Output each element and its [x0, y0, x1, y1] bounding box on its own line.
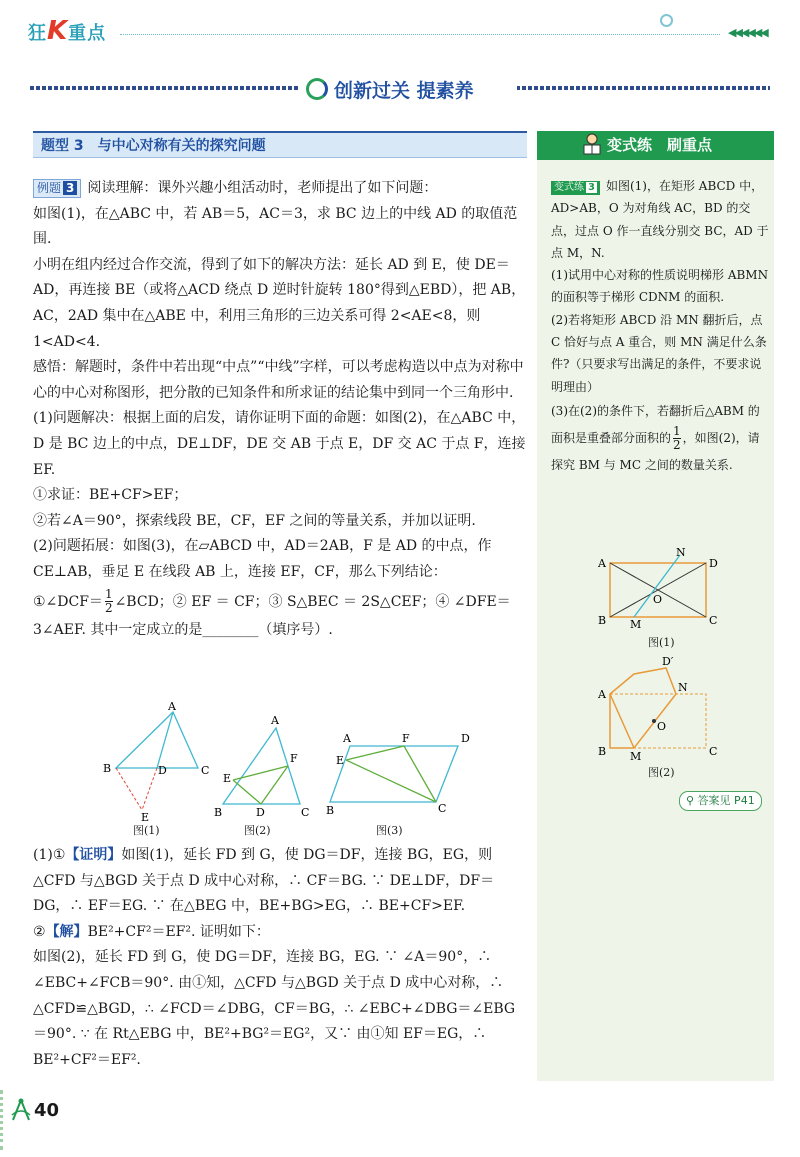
solution-2: ②【解】BE²+CF²＝EF². 证明如下： [33, 923, 270, 940]
svg-text:A: A [271, 714, 279, 727]
svg-text:D: D [256, 806, 265, 819]
svg-text:D: D [709, 557, 718, 570]
svg-text:E: E [141, 811, 150, 824]
top-dotted-line [120, 34, 720, 35]
svg-text:C: C [301, 806, 310, 819]
example-text [33, 176, 527, 643]
example-p10: 3∠AEF. 其中一定成立的是________（填序号）. [33, 621, 333, 638]
svg-text:C: C [201, 764, 210, 777]
figure-2 [214, 714, 309, 819]
side-p2: (1)试用中心对称的性质说明梯形 ABMN 的面积等于梯形 CDNM 的面积. [551, 268, 769, 305]
location-pin-icon: ⚲ [686, 794, 695, 807]
svg-text:E: E [223, 772, 232, 785]
solution-text [33, 843, 527, 1073]
svg-text:D: D [461, 732, 470, 745]
side-figures [590, 548, 730, 778]
svg-text:B: B [598, 745, 607, 758]
side-fig1-caption: 图(1) [648, 636, 675, 649]
side-header [537, 131, 774, 160]
figure-1 [103, 700, 209, 824]
solution-1: (1)①【证明】如图(1)，延长 FD 到 G，使 DG＝DF，连接 BG，EG，则△CFD 与△BGD 关于点 D 成中心对称，∴ CF＝BG. ∵ DE⊥DF，DF＝DG，∴ EF＝EG. ∵ 在△BEG 中，BE+BG>EG，∴ BE+CF>EF. [33, 847, 495, 915]
svg-text:B: B [214, 806, 223, 819]
svg-text:D′: D′ [662, 655, 674, 668]
fig1-caption: 图(1) [133, 824, 160, 837]
svg-text:B: B [326, 804, 335, 817]
fraction: $\frac{1}{2}$ [104, 587, 113, 615]
side-p3: (2)若将矩形 ABCD 沿 MN 翻折后，点 C 恰好与点 A 重合，则 MN 满足什么条件?（只要求写出满足的条件，不要求说明理由） [551, 312, 767, 394]
example-p8: (2)问题拓展：如图(3)，在▱ABCD 中，AD＝2AB，F 是 AD 的中点，作 CE⊥AB，垂足 E 在线段 AB 上，连接 EF，CF，那么下列结论： [33, 538, 492, 580]
answer-text: 答案见 P41 [697, 794, 755, 807]
svg-text:A: A [168, 700, 176, 713]
brand-k: K [47, 16, 69, 46]
svg-text:C: C [438, 802, 447, 815]
svg-text:O: O [657, 720, 667, 733]
side-figure-2 [597, 655, 717, 763]
top-circle-ornament [660, 14, 673, 27]
svg-text:F: F [290, 752, 298, 765]
example-p6: ①求证：BE+CF>EF； [33, 487, 188, 504]
example-p5: (1)问题解决：根据上面的启发，请你证明下面的命题：如图(2)，在△ABC 中，D 是 BC 边上的中点，DE⊥DF，DE 交 AB 于点 E，DF 交 AC 于点 F，连接 EF. [33, 410, 526, 478]
svg-text:B: B [598, 614, 607, 627]
side-header-text: 变式练 刷重点 [607, 136, 713, 154]
svg-text:D: D [158, 764, 167, 777]
compass-icon [8, 1097, 34, 1123]
question-type-header: 题型 3 与中心对称有关的探究问题 [33, 131, 527, 158]
svg-text:A: A [598, 688, 606, 701]
answer-reference [679, 791, 762, 811]
brand-logo [28, 16, 106, 46]
figure-3 [326, 732, 470, 817]
side-figure-1 [597, 548, 718, 631]
svg-text:C: C [709, 745, 718, 758]
student-reading-icon [581, 133, 603, 158]
example-p3: 小明在组内经过合作交流，得到了如下的解决方法：延长 AD 到 E，使 DE＝AD，再连接 BE（或将△ACD 绕点 D 逆时针旋转 180°得到△EBD），把 AB，AC，2AD 集中在△ABE 中，利用三角形的三边关系可得 2<AE<8，则 1<AD<4. [33, 256, 526, 350]
side-fig2-caption: 图(2) [648, 766, 675, 779]
svg-text:F: F [402, 732, 410, 745]
side-exercise-text [551, 175, 769, 479]
brand-pre: 狂 [28, 23, 47, 44]
svg-text:M: M [630, 750, 642, 763]
side-tag: 变式练 3 [551, 181, 600, 195]
side-p4: (3)在(2)的条件下，若翻折后△ABM 的面积是重叠部分面积的 $\frac{1}{2}$ ，如图(2)，请探究 BM 与 MC 之间的数量关系. [551, 403, 760, 472]
example-p2: 如图(1)，在△ABC 中，若 AB＝5，AC＝3，求 BC 边上的中线 AD 的取值范围. [33, 205, 518, 248]
section-title [300, 74, 517, 104]
side-p1: 如图(1)，在矩形 ABCD 中，AD>AB，O 为对角线 AC，BD 的交点，过点 O 作一直线分别交 BC，AD 于点 M，N. [551, 179, 769, 260]
top-arrows-icon: ◀◀◀◀◀◀ [728, 26, 767, 39]
svg-text:C: C [709, 614, 718, 627]
page-number: 40 [34, 1100, 60, 1121]
solution-3: 如图(2)，延长 FD 到 G，使 DG＝DF，连接 BG，EG. ∵ ∠A＝90°，∴ ∠EBC+∠FCB＝90°. 由①知，△CFD 与△BGD 关于点 D 成中心对称，∴ △CFD≌△BGD，∴ ∠FCD＝∠DBG，CF＝BG，∴ ∠EBC+∠DBG＝∠EBG＝90°. ∵ 在 Rt△EBG 中，BE²+BG²＝EG²，又∵ 由①知 EF＝EG，∴ BE²+CF²＝EF². [33, 949, 516, 1068]
svg-text:A: A [343, 732, 351, 745]
example-p9: ①∠DCF＝ $\frac{1}{2}$ ∠BCD；② EF ＝ CF；③ S△BEC ＝ 2S△CEF；④ ∠DFE＝ [33, 587, 511, 615]
example-intro: 阅读理解：课外兴趣小组活动时，老师提出了如下问题： [87, 180, 438, 196]
section-title-text: 创新过关 提素养 [334, 79, 474, 102]
main-figures [98, 700, 488, 840]
fig3-caption: 图(3) [376, 824, 403, 837]
brand-post: 重点 [68, 23, 107, 44]
svg-text:A: A [598, 557, 606, 570]
fig2-caption: 图(2) [244, 824, 271, 837]
svg-text:B: B [103, 762, 112, 775]
svg-text:N: N [678, 681, 688, 694]
svg-text:M: M [630, 618, 642, 631]
example-p7: ②若∠A＝90°，探索线段 BE，CF，EF 之间的等量关系，并加以证明. [33, 512, 476, 529]
swirl-icon [306, 78, 328, 100]
side-fraction: $\frac{1}{2}$ [673, 423, 681, 452]
example-p4: 感悟：解题时，条件中若出现“中点”“中线”字样，可以考虑构造以中点为对称中心的中心对称图形，把分散的已知条件和所求证的结论集中到同一个三角形中. [33, 359, 524, 401]
example-tag: 例题 3 [33, 179, 81, 198]
svg-text:N: N [676, 548, 686, 559]
svg-text:O: O [653, 593, 663, 606]
svg-text:E: E [336, 754, 345, 767]
